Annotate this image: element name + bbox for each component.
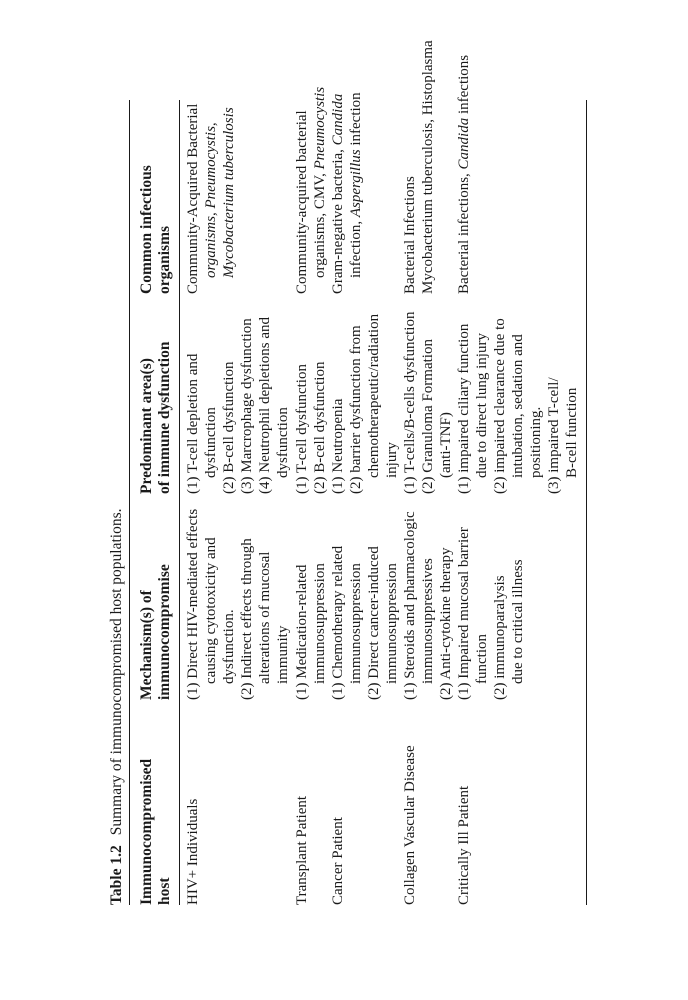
header-mechanism: Mechanism(s) of immunocompromise bbox=[138, 564, 173, 700]
header-host: Immunocompromised host bbox=[138, 758, 173, 905]
table-row-critically-ill-organisms: Bacterial infections, Candida infections bbox=[456, 54, 472, 294]
table-row-hiv-mechanism: (1) Direct HIV-mediated effects causing cytotoxicity and dysfunction. (2) Indirect effects through alterations of mucosal immunity bbox=[185, 508, 291, 700]
table-row-cancer-host: Cancer Patient bbox=[330, 817, 346, 905]
table-row-hiv-host: HIV+ Individuals bbox=[185, 798, 201, 905]
header-organisms: Common infectious organisms bbox=[138, 165, 173, 294]
table-row-transplant-host: Transplant Patient bbox=[294, 795, 310, 905]
table-caption-text: Summary of immunocompromised host populations. bbox=[108, 508, 125, 836]
table-label: Table 1.2 bbox=[108, 845, 125, 905]
table-row-transplant-mechanism: (1) Medication-related immunosuppression bbox=[294, 563, 328, 700]
table-row-cancer-mechanism: (1) Chemotherapy related immunosuppression (2) Direct cancer-induced immunosuppression bbox=[330, 545, 400, 700]
table-row-hiv-organisms: Community-Acquired Bacterial organisms, Pneumocystis, Mycobacterium tuberculosis bbox=[185, 103, 237, 294]
table-row-cancer-organisms: Gram-negative bacteria, Candida infection, Aspergillus infection bbox=[330, 92, 364, 294]
table-row-critically-ill-host: Critically Ill Patient bbox=[456, 785, 472, 905]
header-dysfunction-area: Predominant area(s) of immune dysfunction bbox=[138, 341, 173, 494]
table-row-critically-ill-area: (1) impaired ciliary function due to direct lung injury (2) impaired clearance due to intubation, sedation and positioning. (3) impaired T-cell/ B-cell function bbox=[456, 318, 580, 494]
table-row-hiv-area: (1) T-cell depletion and dysfunction (2) B-cell dysfunction (3) Marcrophage dysfunction (4) Neutrophil depletions and dysfunction bbox=[185, 316, 291, 494]
table-row-transplant-area: (1) T-cell dysfunction (2) B-cell dysfunction bbox=[294, 361, 328, 494]
table-row-collagen-organisms: Bacterial Infections Mycobacterium tuberculosis, Histoplasma bbox=[402, 40, 436, 294]
header-rule bbox=[179, 100, 180, 905]
bottom-rule bbox=[586, 100, 587, 905]
table-row-collagen-host: Collagen Vascular Disease bbox=[402, 745, 418, 905]
table-row-transplant-organisms: Community-acquired bacterial organisms, CMV, Pneumocystis bbox=[294, 86, 328, 294]
table-row-cancer-area: (1) Neutropenia (2) barrier dysfunction from chemotherapeutic/radiation injury bbox=[330, 313, 400, 494]
table-row-collagen-area: (1) T-cells/B-cells dysfunction (2) Granuloma Formation (anti-TNF) bbox=[402, 311, 454, 494]
table-caption bbox=[108, 508, 126, 905]
table-row-collagen-mechanism: (1) Steroids and pharmacologic immunosuppressives (2) Anti-cytokine therapy bbox=[402, 511, 454, 700]
table-row-critically-ill-mechanism: (1) Impaired mucosal barrier function (2) immunoparalysis due to critical illness bbox=[456, 527, 526, 700]
top-rule bbox=[129, 100, 130, 905]
